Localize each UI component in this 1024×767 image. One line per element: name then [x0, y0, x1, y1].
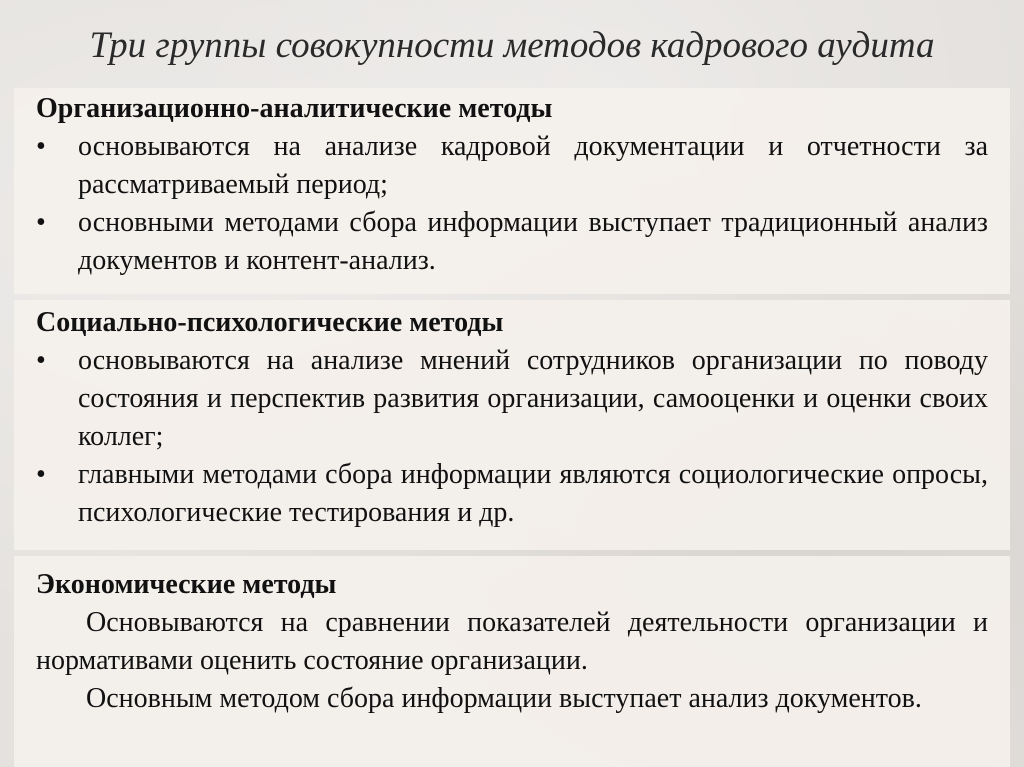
bullet-list: [36, 128, 988, 280]
list-item: [36, 128, 988, 204]
list-item-text: основываются на анализе кадровой документации и отчетности за рассматриваемый период;: [78, 131, 988, 200]
bullet-icon: •: [36, 131, 46, 162]
section-organizational-analytical: [14, 88, 1010, 294]
list-item-text: главными методами сбора информации являются социологические опросы, психологические тестирования и др.: [78, 459, 988, 528]
paragraph: Основным методом сбора информации выступает анализ документов.: [86, 683, 922, 714]
section-heading: Социально-психологические методы: [36, 307, 504, 338]
bullet-icon: •: [36, 345, 46, 376]
section-heading: Экономические методы: [36, 569, 337, 600]
list-item-text: основываются на анализе мнений сотрудников организации по поводу состояния и перспектив развития организации, самооценки и оценки своих коллег;: [78, 345, 988, 452]
list-item: [36, 204, 988, 280]
list-item: [36, 342, 988, 456]
list-item-text: основными методами сбора информации выступает традиционный анализ документов и контент-анализ.: [78, 207, 988, 276]
section-socio-psychological: [14, 300, 1010, 550]
bullet-icon: •: [36, 207, 46, 238]
section-economic: [14, 556, 1010, 767]
list-item: [36, 456, 988, 532]
bullet-icon: •: [36, 459, 46, 490]
section-heading: Организационно-аналитические методы: [36, 93, 553, 124]
bullet-list: [36, 342, 988, 532]
paragraph: Основываются на сравнении показателей деятельности организации и нормативами оценить состояние организации.: [36, 607, 988, 676]
slide-title: Три группы совокупности методов кадрового аудита: [89, 25, 935, 66]
